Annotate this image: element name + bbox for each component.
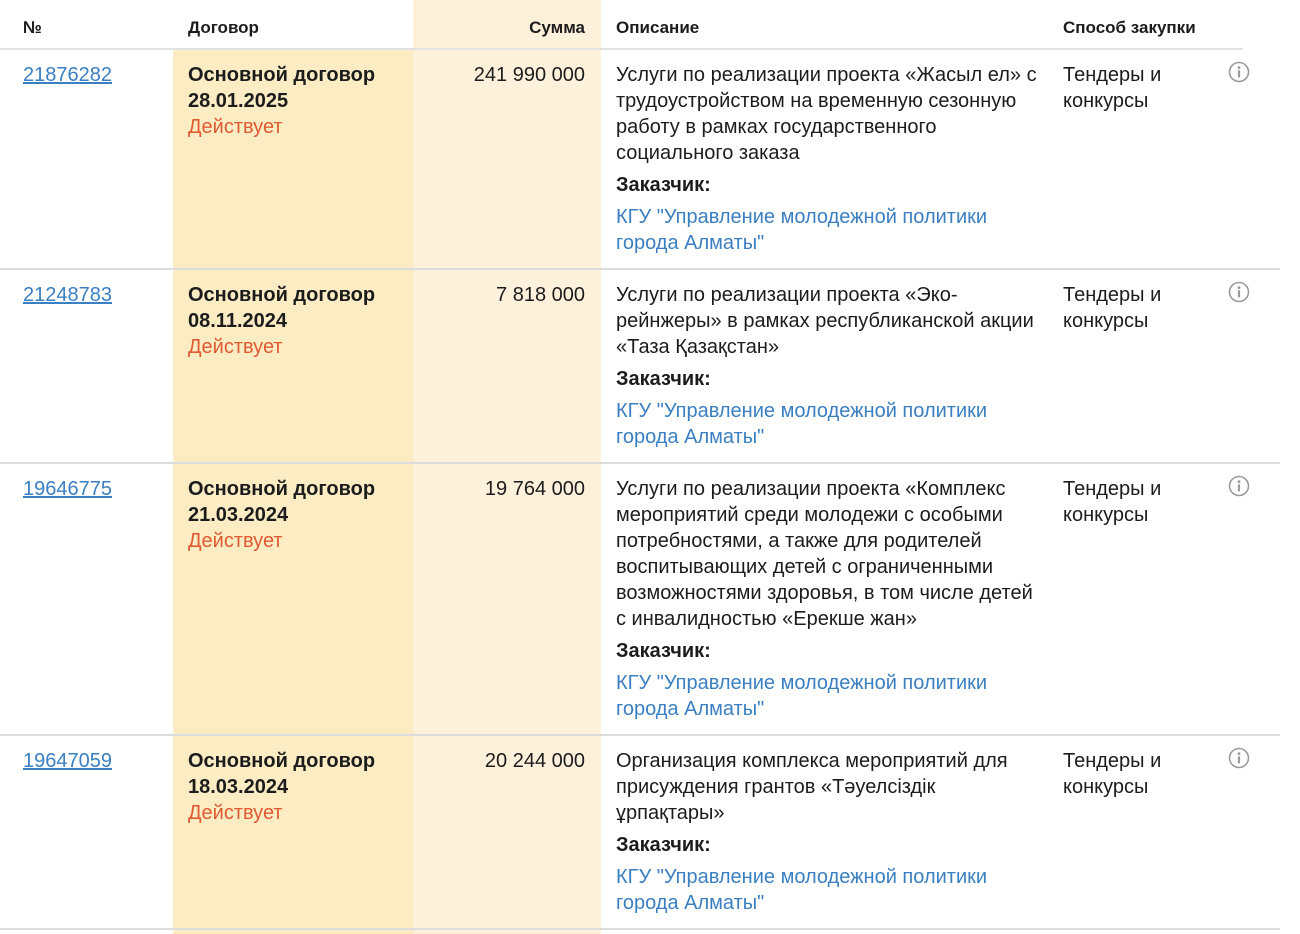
header-num: № xyxy=(23,18,42,37)
table-header xyxy=(0,0,1243,50)
header-method: Способ закупки xyxy=(1063,18,1196,37)
description-text: Услуги по реализации проекта «Жасыл ел» с трудоустройством на временную сезонную работу в рамках государственного социального заказа xyxy=(616,64,1037,164)
header-sum[interactable]: Сумма xyxy=(529,18,585,37)
contract-date: 21.03.2024 xyxy=(188,504,289,526)
contract-status: Действует xyxy=(188,336,283,358)
contract-type: Основной договор xyxy=(188,478,376,500)
description-text: Услуги по реализации проекта «Комплекс мероприятий среди молодежи с особыми потребностями, а также для родителей воспитывающих детей с ограниченными возможностями здоровья, в том числе детей с инвалидностью «Ерекше жан» xyxy=(616,478,1033,630)
table-row xyxy=(0,736,1280,930)
contract-cell xyxy=(188,748,408,826)
contract-sum: 241 990 000 xyxy=(473,64,585,86)
table-row xyxy=(0,464,1280,736)
procurement-method: Тендеры и конкурсы xyxy=(1063,64,1162,112)
customer-label: Заказчик: xyxy=(616,174,711,196)
procurement-method: Тендеры и конкурсы xyxy=(1063,284,1162,332)
contract-number xyxy=(23,282,112,308)
description-cell xyxy=(616,476,1041,722)
customer-link[interactable]: КГУ "Управление молодежной политики города Алматы" xyxy=(616,206,988,254)
info-button[interactable] xyxy=(1228,281,1250,303)
header-description: Описание xyxy=(616,18,700,37)
contract-number-link[interactable]: 21876282 xyxy=(23,64,112,86)
customer-link[interactable]: КГУ "Управление молодежной политики города Алматы" xyxy=(616,400,988,448)
contract-number xyxy=(23,476,112,502)
contract-cell xyxy=(188,62,408,140)
info-icon xyxy=(1228,475,1250,497)
description-cell xyxy=(616,62,1041,256)
info-button[interactable] xyxy=(1228,475,1250,497)
contract-number xyxy=(23,748,112,774)
contract-type: Основной договор xyxy=(188,64,376,86)
info-icon xyxy=(1228,747,1250,769)
contract-number xyxy=(23,62,112,88)
description-text: Организация комплекса мероприятий для присуждения грантов «Тәуелсіздік ұрпақтары» xyxy=(616,750,1008,824)
customer-label: Заказчик: xyxy=(616,368,711,390)
customer-link[interactable]: КГУ "Управление молодежной политики города Алматы" xyxy=(616,866,988,914)
contract-number-link[interactable]: 19646775 xyxy=(23,478,112,500)
description-cell xyxy=(616,748,1041,916)
contract-sum: 19 764 000 xyxy=(484,478,585,500)
contract-status: Действует xyxy=(188,530,283,552)
header-contract[interactable]: Договор xyxy=(188,18,259,37)
contract-type: Основной договор xyxy=(188,284,376,306)
info-icon xyxy=(1228,281,1250,303)
contract-sum: 7 818 000 xyxy=(496,284,585,306)
contract-status: Действует xyxy=(188,116,283,138)
info-icon xyxy=(1228,61,1250,83)
procurement-method: Тендеры и конкурсы xyxy=(1063,478,1162,526)
info-button[interactable] xyxy=(1228,61,1250,83)
customer-link[interactable]: КГУ "Управление молодежной политики города Алматы" xyxy=(616,672,988,720)
description-cell xyxy=(616,282,1041,450)
contract-cell xyxy=(188,282,408,360)
contract-status: Действует xyxy=(188,802,283,824)
table-row xyxy=(0,50,1280,270)
contract-number-link[interactable]: 19647059 xyxy=(23,750,112,772)
contract-type: Основной договор xyxy=(188,750,376,772)
contract-date: 28.01.2025 xyxy=(188,90,289,112)
procurement-method: Тендеры и конкурсы xyxy=(1063,750,1162,798)
contract-cell xyxy=(188,476,408,554)
customer-label: Заказчик: xyxy=(616,640,711,662)
contract-date: 18.03.2024 xyxy=(188,776,289,798)
contract-date: 08.11.2024 xyxy=(188,310,287,332)
table-row xyxy=(0,270,1280,464)
info-button[interactable] xyxy=(1228,747,1250,769)
customer-label: Заказчик: xyxy=(616,834,711,856)
contract-sum: 20 244 000 xyxy=(484,750,585,772)
description-text: Услуги по реализации проекта «Эко-рейнжеры» в рамках республиканской акции «Таза Қазақстан» xyxy=(616,284,1034,358)
contract-number-link[interactable]: 21248783 xyxy=(23,284,112,306)
